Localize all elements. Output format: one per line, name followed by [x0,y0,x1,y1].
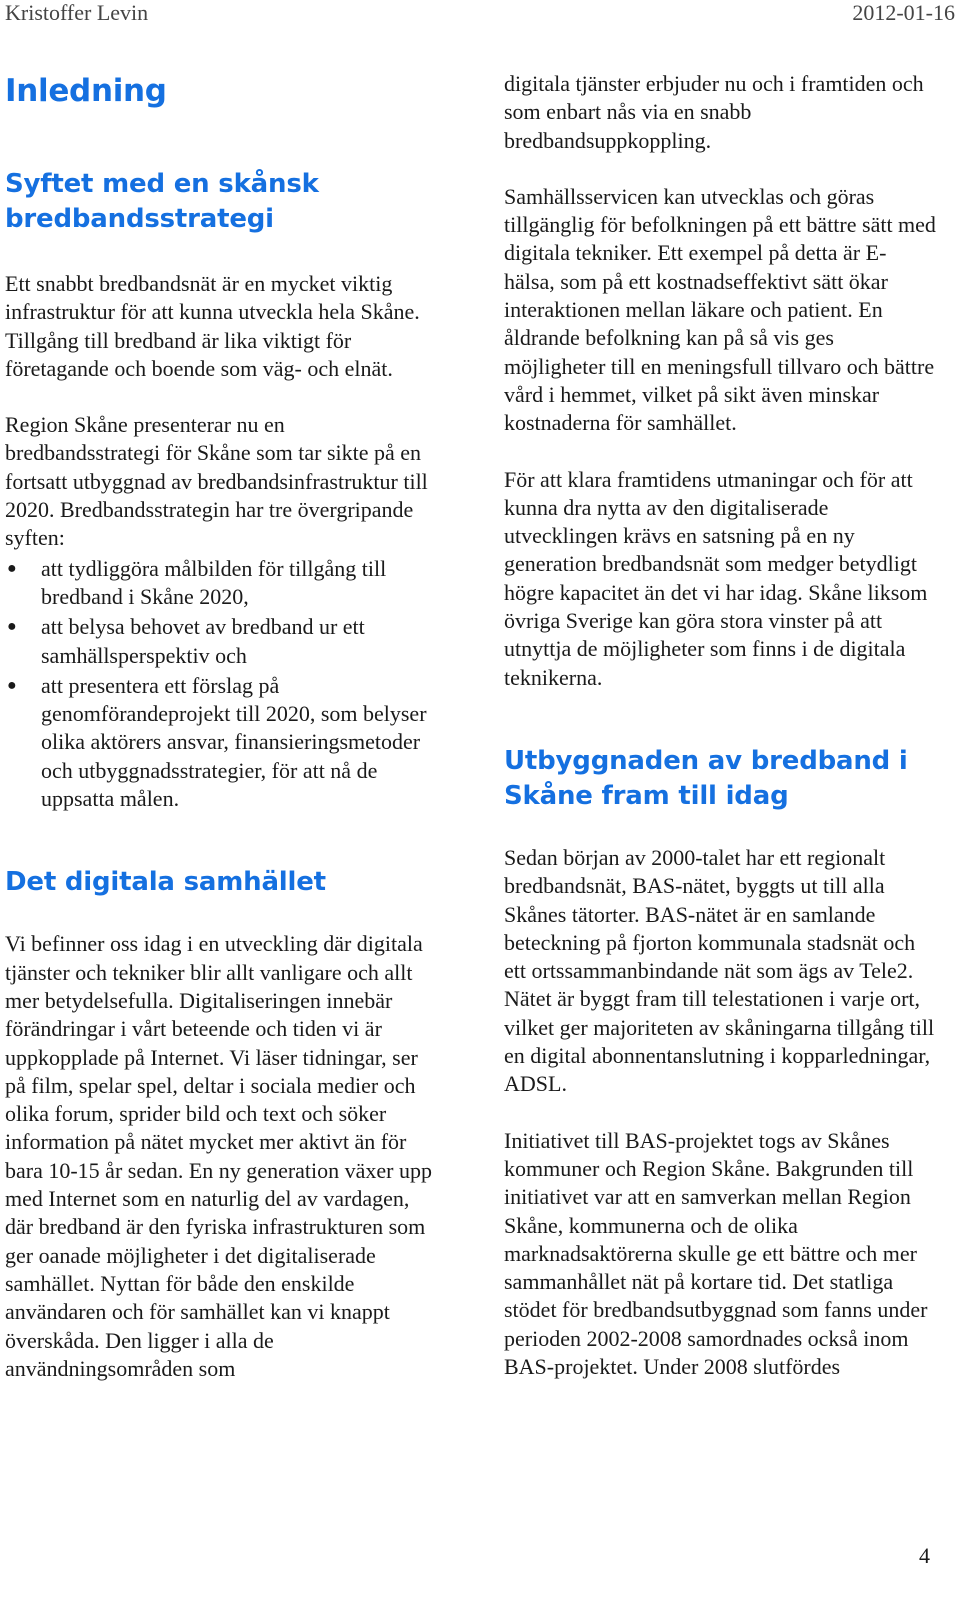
paragraph-digitala-samhallet: Vi befinner oss idag i en utveckling där digitala tjänster och tekniker blir allt vanligare och allt mer betydelsefulla. Digitaliseringen innebär förändringar i vårt beteende och tiden vi är uppkopplade på Internet. Vi läser tidningar, ser på film, spelar spel, deltar i sociala medier och olika forum, sprider bild och text och söker information på nätet mycket mer aktivt än för bara 10-15 år sedan. En ny generation växer upp med Internet som en naturlig del av vardagen, där bredband är den fyriska infrastrukturen som ger oanade möjligheter i det digitaliserade samhället. Nyttan för både den enskilde användaren och för samhället kan vi knappt överskåda. Den ligger i alla de användningsområden som [5,931,433,1381]
list-item [5,555,435,612]
bullet-icon: ● [7,618,17,636]
page-number: 4 [919,1543,930,1568]
paragraph-intro: Ett snabbt bredbandsnät är en mycket viktig infrastruktur för att kunna utveckla hela Skåne. Tillgång till bredband är lika viktigt för företagande och boende som väg- och elnät. [5,271,420,381]
header-author: Kristoffer Levin [5,0,149,25]
paragraph-digitala-tjanster: digitala tjänster erbjuder nu och i framtiden och som enbart nås via en snabb bredbandsuppkoppling. [504,71,924,153]
section-heading-digitala: Det digitala samhället [5,867,326,898]
chapter-title: Inledning [5,73,167,109]
list-item-text: att presentera ett förslag på genomförandeprojekt till 2020, som belyser olika aktörers ansvar, finansieringsmetoder och utbyggnadsstrategier, för att nå de uppsatta målen. [41,672,427,812]
bullet-icon: ● [7,559,17,577]
list-item-text: att belysa behovet av bredband ur ett samhällsperspektiv och [41,614,365,668]
section-heading-syftet: Syftet med en skånsk bredbandsstrategi [5,169,319,234]
left-column [5,70,435,1383]
paragraph-samhallsservice: Samhällsservicen kan utvecklas och göras tillgänglig för befolkningen på ett bättre sätt med digitala tekniker. Ett exempel på detta är E-hälsa, som på ett kostnadseffektivt sätt ökar interaktionen mellan läkare och patient. En åldrande befolkning kan på så vis ges möjligheter till en meningsfull tillvaro och bättre vård i hemmet, vilket på sikt även minskar kostnaderna för samhället. [504,183,936,436]
list-item [5,613,435,670]
paragraph-region-skane: Region Skåne presenterar nu en bredbandsstrategi för Skåne som tar sikte på en fortsatt utbyggnad av bredbandsinfrastruktur till 2020. Bredbandsstrategin har tre övergripande syften: [5,412,428,551]
header-date: 2012-01-16 [852,0,955,25]
paragraph-framtidens-utmaningar: För att klara framtidens utmaningar och för att kunna dra nytta av den digitaliserade utvecklingen krävs en satsning på en ny generation bredbandsnät som medger betydligt högre kapacitet än det vi har idag. Skåne liksom övriga Sverige kan göra stora vinster på att utnyttja de möjligheter som finns i de digitala teknikerna. [504,466,928,690]
section-heading-utbyggnaden: Utbyggnaden av bredband i Skåne fram till idag [504,745,908,811]
list-item-text: att tydliggöra målbilden för tillgång till bredband i Skåne 2020, [41,555,387,609]
list-item [5,672,435,813]
paragraph-bas-projektet: Initiativet till BAS-projektet togs av Skånes kommuner och Region Skåne. Bakgrunden till initiativet var att en samverkan mellan Region Skåne, kommunerna och de olika marknadsaktörerna skulle ge ett bättre och mer sammanhållet nät på kortare tid. Det statliga stödet för bredbandsutbyggnad som fanns under perioden 2002-2008 samordnades också inom BAS-projektet. Under 2008 slutfördes [504,1127,928,1379]
aims-list [5,555,435,814]
right-column [504,70,936,1381]
paragraph-bas-natet: Sedan början av 2000-talet har ett regionalt bredbandsnät, BAS-nätet, byggts ut till alla Skånes tätorter. BAS-nätet är en samlande beteckning på fjorton kommunala stadsnät och ett ortssammanbindande nät som ägs av Tele2. Nätet är byggt fram till telestationen i varje ort, vilket ger majoriteten av skåningarna tillgång till en digital abonnentanslutning i kopparledningar, ADSL. [504,844,935,1097]
page-header [5,0,955,28]
bullet-icon: ● [7,676,17,694]
